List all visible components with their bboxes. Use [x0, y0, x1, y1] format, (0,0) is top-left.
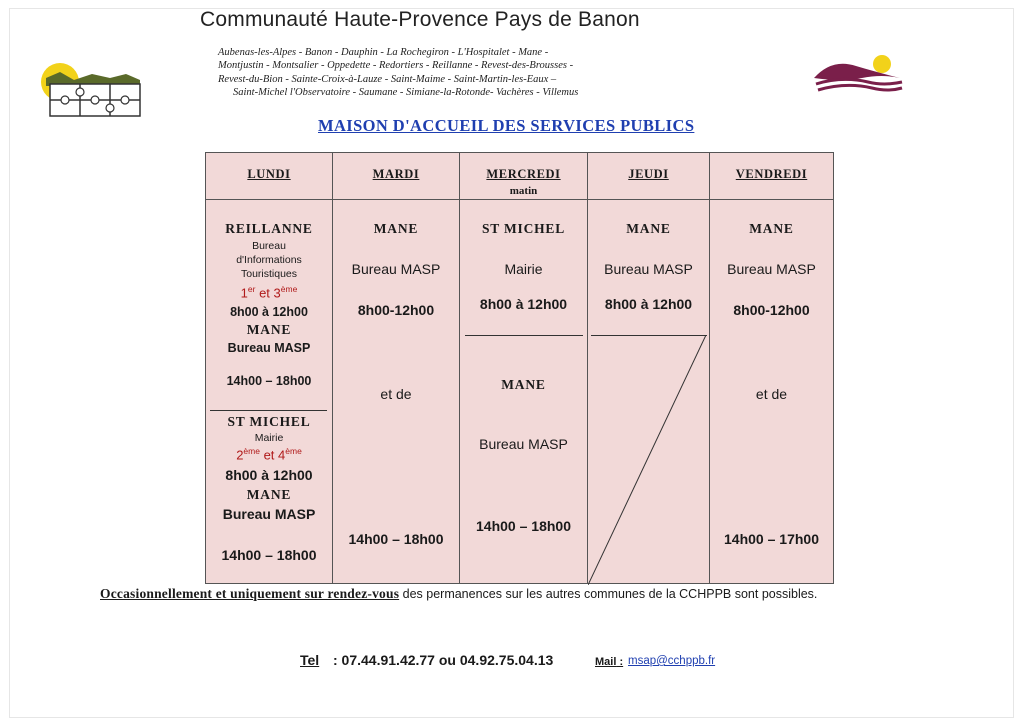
communes-list: [218, 46, 658, 99]
week-ordinal: 2ème et 4ème: [236, 446, 302, 463]
time-range: 14h00 – 18h00: [226, 374, 312, 388]
town-name: MANE: [501, 377, 546, 392]
time-range: 8h00-12h00: [357, 302, 435, 318]
place-label: Bureau MASP: [222, 506, 316, 522]
day-header: VENDREDI: [735, 167, 808, 181]
communes-line: Aubenas-les-Alpes - Banon - Dauphin - La Rochegiron - L'Hospitalet - Mane -: [218, 47, 549, 58]
town-name: MANE: [246, 322, 292, 337]
place-label: Bureau MASP: [351, 261, 441, 277]
and-label: et de: [380, 386, 412, 402]
mail-label: Mail :: [595, 656, 624, 668]
col-lundi: [206, 153, 332, 583]
place-label: Touristiques: [240, 268, 298, 280]
note-text: des permanences sur les autres communes de la CCHPPB sont possibles.: [399, 587, 818, 601]
slot-divider: [210, 410, 327, 411]
place-label: Bureau: [252, 240, 286, 252]
puzzle-sun-logo: [40, 62, 144, 118]
town-name: MANE: [626, 221, 671, 236]
day-header: LUNDI: [247, 167, 291, 181]
place-label: Mairie: [254, 432, 284, 444]
day-header: MERCREDI: [486, 167, 561, 181]
town-name: MANE: [246, 487, 292, 502]
col-vendredi: [709, 153, 833, 583]
place-label: Bureau MASP: [479, 436, 568, 452]
mail-link[interactable]: msap@cchppb.fr: [628, 655, 716, 667]
time-range: 8h00 à 12h00: [479, 296, 568, 312]
town-name: MANE: [749, 221, 794, 236]
communes-line: Saint-Michel l'Observatoire - Saumane - Simiane-la-Rotonde- Vachères - Villemus: [233, 86, 579, 98]
tel-value: : 07.44.91.42.77 ou 04.92.75.04.13: [333, 652, 554, 668]
place-label: Bureau MASP: [227, 341, 311, 355]
day-header: JEUDI: [628, 167, 669, 181]
town-name: MANE: [373, 221, 419, 236]
and-label: et de: [755, 386, 788, 402]
time-range: 8h00 à 12h00: [604, 296, 693, 312]
time-range: 8h00 à 12h00: [230, 305, 308, 319]
time-range: 14h00 – 17h00: [724, 531, 819, 547]
communes-line: Revest-du-Bion - Sainte-Croix-à-Lauze - Saint-Maime - Saint-Martin-les-Eaux –: [218, 73, 557, 85]
communes-line: Montjustin - Montsalier - Oppedette - Redortiers - Reillanne - Revest-des-Brousses -: [218, 60, 574, 72]
col-mardi: [332, 153, 459, 583]
schedule-table: [205, 152, 834, 584]
town-name: ST MICHEL: [481, 221, 566, 236]
col-mercredi: [459, 153, 587, 583]
week-ordinal: 1er et 3ème: [240, 284, 298, 301]
place-label: Bureau MASP: [727, 261, 816, 277]
town-name: ST MICHEL: [227, 414, 311, 429]
org-title: Communauté Haute-Provence Pays de Banon: [200, 8, 640, 31]
place-label: Bureau MASP: [604, 261, 693, 277]
unavailable-slash: [588, 335, 710, 585]
col-jeudi: [587, 153, 709, 583]
header-divider: [206, 199, 833, 200]
place-label: d'Informations: [236, 254, 302, 266]
slot-divider: [465, 335, 583, 336]
time-range: 8h00 à 12h00: [225, 467, 313, 483]
time-range: 14h00 – 18h00: [221, 547, 317, 563]
time-range: 14h00 – 18h00: [348, 531, 444, 547]
time-range: 14h00 – 18h00: [476, 518, 571, 534]
tel-label: Tel: [300, 652, 320, 668]
appointment-note: [100, 586, 817, 602]
day-header: MARDI: [372, 167, 420, 181]
time-range: 8h00-12h00: [733, 302, 810, 318]
main-title: MAISON D'ACCUEIL DES SERVICES PUBLICS: [318, 116, 695, 135]
note-emphasis: Occasionnellement et uniquement sur rendez-vous: [100, 586, 400, 601]
place-label: Mairie: [504, 261, 543, 277]
day-subheader: matin: [509, 185, 538, 197]
hills-sun-logo: [812, 52, 904, 96]
town-name: REILLANNE: [225, 221, 313, 236]
